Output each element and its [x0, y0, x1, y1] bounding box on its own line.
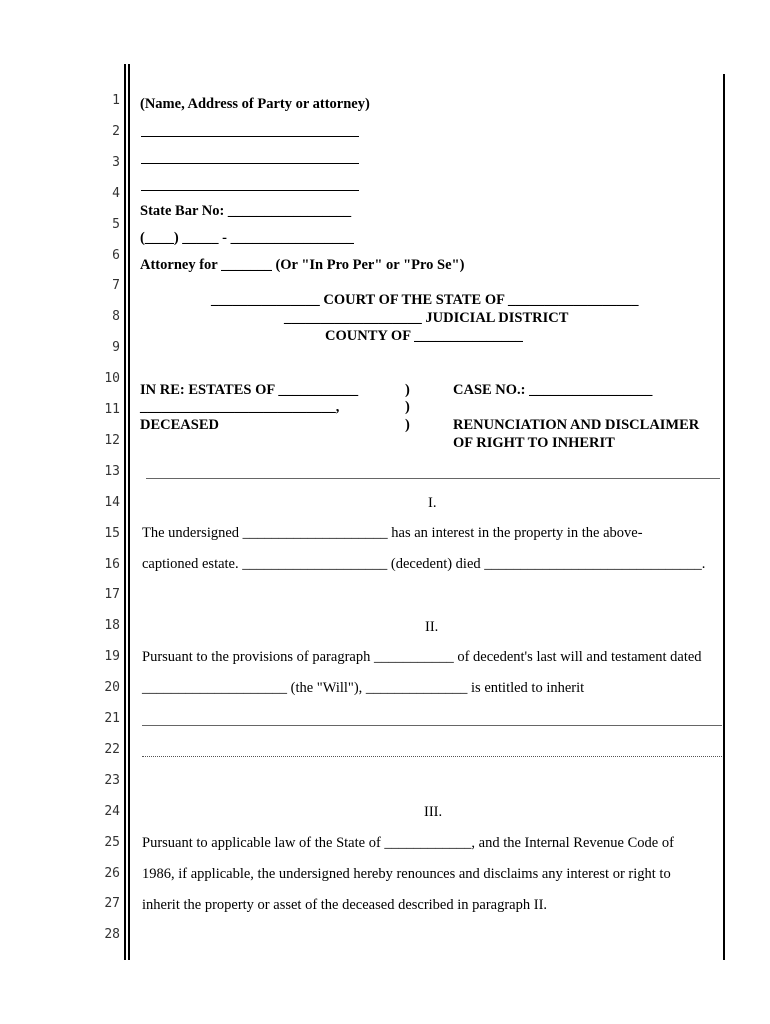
line-number: 24: [104, 803, 120, 819]
caption-paren-1: ): [405, 382, 410, 398]
state-bar-line: State Bar No: _________________: [140, 203, 352, 219]
line-number: 7: [112, 278, 120, 294]
line-number: 3: [112, 154, 120, 170]
line-number: 8: [112, 309, 120, 325]
court-heading-line-2: ___________________ JUDICIAL DISTRICT: [284, 310, 569, 326]
section-3-heading: III.: [424, 804, 443, 820]
address-blank-3: [141, 190, 359, 191]
caption-paren-3: ): [405, 417, 410, 433]
line-number: 10: [104, 371, 120, 387]
line-number: 12: [104, 432, 120, 448]
section-2-heading: II.: [425, 619, 439, 635]
inherit-blank-1: [142, 725, 722, 726]
line-number: 6: [112, 247, 120, 263]
document-title-line-2: OF RIGHT TO INHERIT: [453, 435, 615, 451]
case-number-line: CASE NO.: _________________: [453, 382, 653, 398]
line-number: 23: [104, 772, 120, 788]
section-3-line-3: inherit the property or asset of the deceased described in paragraph II.: [142, 897, 548, 913]
line-number: 17: [104, 587, 120, 603]
line-number: 19: [104, 649, 120, 665]
line-number: 2: [112, 123, 120, 139]
line-number: 15: [104, 525, 120, 541]
attorney-for-line: Attorney for _______ (Or "In Pro Per" or "Pro Se"): [140, 257, 465, 273]
line-number: 21: [104, 711, 120, 726]
section-3-line-2: 1986, if applicable, the undersigned hereby renounces and disclaims any interest or right to: [142, 866, 671, 882]
right-margin-rule: [723, 74, 725, 960]
line-number: 1: [112, 93, 120, 108]
section-1-line-2: captioned estate. ____________________ (decedent) died ______________________________.: [142, 556, 706, 572]
line-number: 20: [104, 680, 120, 696]
line-number: 9: [112, 340, 120, 356]
line-number: 27: [104, 896, 120, 912]
line-number: 18: [104, 618, 120, 634]
deceased-label: DECEASED: [140, 417, 219, 433]
address-blank-1: [141, 136, 359, 137]
section-3-line-1: Pursuant to applicable law of the State of ____________, and the Internal Revenue Code of: [142, 835, 674, 851]
section-2-line-1: Pursuant to the provisions of paragraph ___________ of decedent's last will and testament dated: [142, 649, 702, 665]
line-number: 13: [104, 463, 120, 479]
line-number: 14: [104, 494, 120, 510]
inherit-blank-2: [142, 756, 722, 757]
left-margin-rule-inner: [128, 64, 130, 960]
court-heading-line-3: COUNTY OF _______________: [325, 328, 523, 344]
section-1-heading: I.: [428, 495, 437, 511]
address-blank-2: [141, 163, 359, 164]
line-number: 4: [112, 185, 120, 201]
section-1-line-1: The undersigned ____________________ has an interest in the property in the above-: [142, 525, 643, 541]
court-heading-line-1: _______________ COURT OF THE STATE OF __________________: [211, 292, 639, 308]
caption-divider: [146, 478, 720, 479]
line-number: 28: [104, 927, 120, 943]
left-margin-rule-outer: [124, 64, 126, 960]
line-number: 26: [104, 865, 120, 881]
estates-of-line: IN RE: ESTATES OF ___________: [140, 382, 359, 398]
line-number: 11: [104, 402, 120, 417]
decedent-name-blank: ___________________________,: [140, 399, 340, 415]
line-number: 16: [104, 556, 120, 572]
line-number: 5: [112, 216, 120, 232]
phone-line: (____) _____ - _________________: [140, 230, 354, 246]
document-title-line-1: RENUNCIATION AND DISCLAIMER: [453, 417, 700, 433]
caption-paren-2: ): [405, 399, 410, 415]
section-2-line-2: ____________________ (the "Will"), ______________ is entitled to inherit: [142, 680, 585, 696]
attorney-caption: (Name, Address of Party or attorney): [140, 96, 370, 112]
line-number: 25: [104, 834, 120, 850]
line-number: 22: [104, 741, 120, 757]
